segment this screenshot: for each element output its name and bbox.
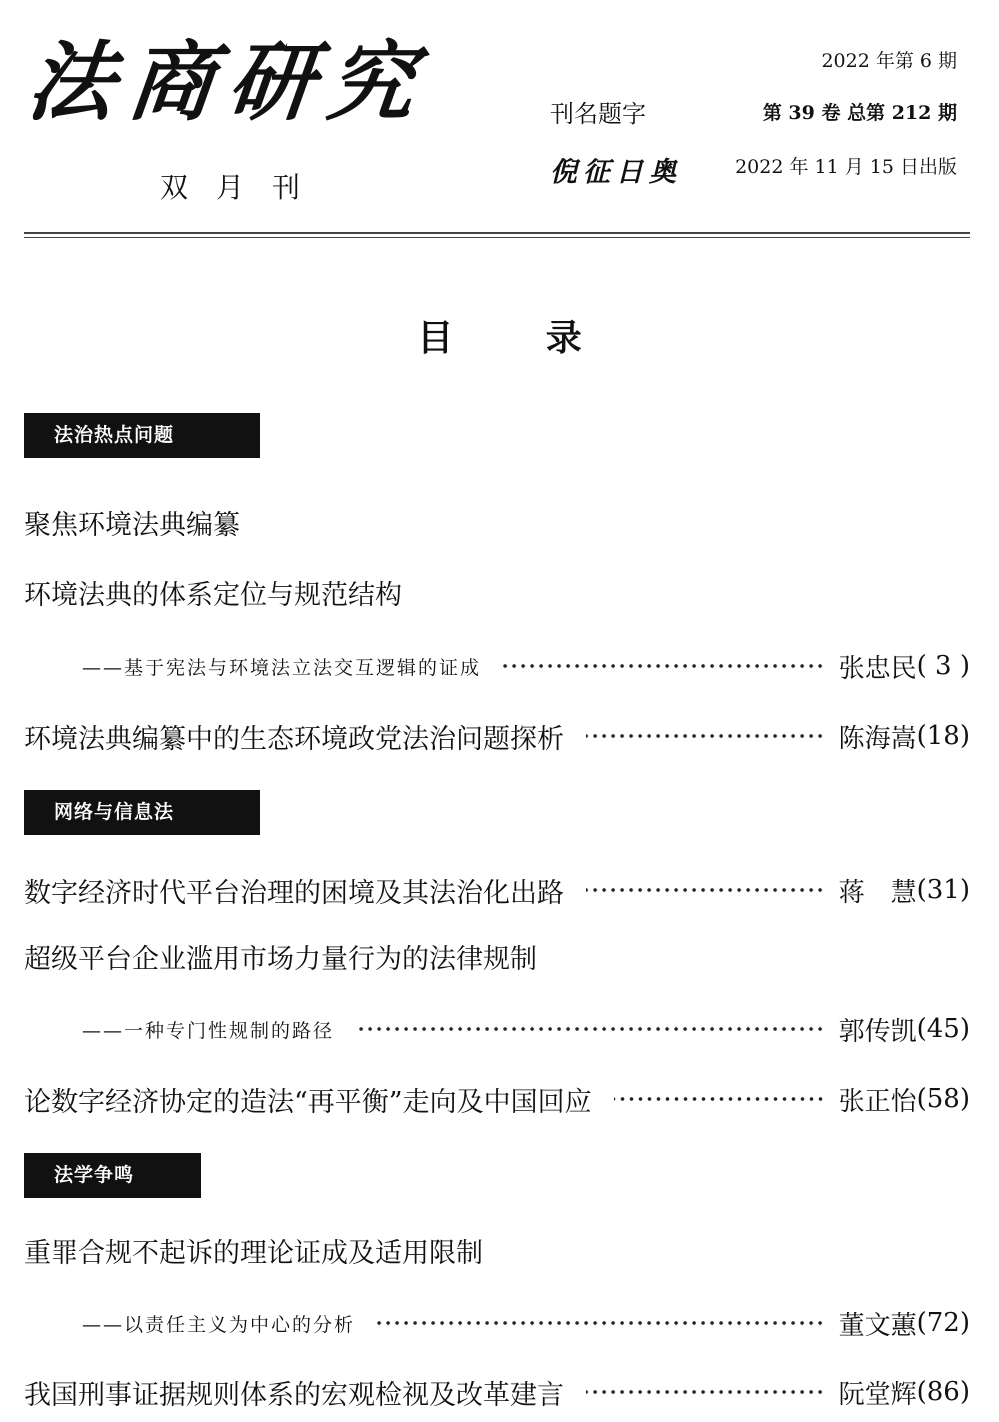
toc-entry-title: 超级平台企业滥用市场力量行为的法律规制: [24, 944, 537, 975]
toc-entry-page: (86): [916, 1377, 970, 1407]
toc-entry-author: 阮堂辉: [838, 1379, 917, 1410]
dot-leader: [377, 1321, 825, 1325]
issue-number: 2022 年第 6 期: [821, 50, 957, 72]
toc-entry[interactable]: [24, 1011, 970, 1047]
publication-frequency: 双月刊: [160, 171, 329, 204]
dot-leader: [586, 888, 825, 892]
section-tag-legal-debate: 法学争鸣: [24, 1153, 201, 1198]
section-tag-cyber-law: 网络与信息法: [24, 790, 260, 835]
dot-leader: [503, 664, 825, 668]
toc-entry-author: 郭传凯: [838, 1016, 917, 1047]
calligrapher-signature: 倪征日奥: [550, 157, 682, 188]
toc-entry[interactable]: [24, 718, 970, 754]
toc-entry-author: 张忠民: [838, 653, 917, 684]
toc-entry[interactable]: [24, 1374, 970, 1410]
toc-entry-page: (18): [916, 721, 970, 751]
volume-number: 第 39 卷 总第 212 期: [762, 102, 957, 124]
toc-entry[interactable]: [24, 1305, 970, 1341]
calligraphy-label: 刊名题字: [550, 100, 646, 128]
toc-entry-title: 数字经济时代平台治理的困境及其法治化出路: [24, 877, 564, 909]
toc-entry-author: 张正怡: [838, 1086, 917, 1117]
toc-entry-subtitle: ——以责任主义为中心的分析: [82, 1313, 356, 1336]
toc-entry[interactable]: [24, 648, 970, 684]
toc-entry-title: 环境法典的体系定位与规范结构: [24, 580, 402, 611]
dot-leader: [356, 1027, 825, 1031]
dot-leader: [586, 1390, 825, 1394]
toc-entry-author: 董文蕙: [838, 1310, 917, 1341]
dot-leader: [586, 734, 825, 738]
toc-entry-title: 论数字经济协定的造法“再平衡”走向及中国回应: [24, 1086, 592, 1118]
toc-topic: 聚焦环境法典编纂: [24, 510, 240, 541]
header-rule-thick: [24, 232, 970, 234]
header-rule-thin: [24, 237, 970, 238]
journal-masthead: 法商研究: [22, 32, 434, 133]
toc-entry-author: 蒋 慧: [838, 877, 917, 908]
toc-entry-subtitle: ——基于宪法与环境法立法交互逻辑的证成: [82, 656, 482, 679]
dot-leader: [614, 1097, 825, 1101]
section-tag-hot-issues: 法治热点问题: [24, 413, 260, 458]
toc-entry[interactable]: [24, 872, 970, 908]
toc-entry-title: 重罪合规不起诉的理论证成及适用限制: [24, 1238, 483, 1269]
toc-entry-page: (31): [916, 875, 970, 905]
toc-entry-page: ( 3 ): [916, 651, 970, 681]
toc-entry-title: 我国刑事证据规则体系的宏观检视及改革建言: [24, 1379, 564, 1411]
toc-entry-author: 陈海嵩: [838, 723, 917, 754]
publication-date: 2022 年 11 月 15 日出版: [735, 156, 957, 178]
toc-entry-page: (72): [916, 1308, 970, 1338]
toc-entry[interactable]: [24, 1081, 970, 1117]
toc-entry-page: (58): [916, 1084, 970, 1114]
toc-entry-subtitle: ——一种专门性规制的路径: [82, 1019, 335, 1042]
toc-entry-title: 环境法典编纂中的生态环境政党法治问题探析: [24, 723, 564, 755]
toc-title: 目 录: [417, 318, 582, 359]
toc-entry-page: (45): [916, 1014, 970, 1044]
